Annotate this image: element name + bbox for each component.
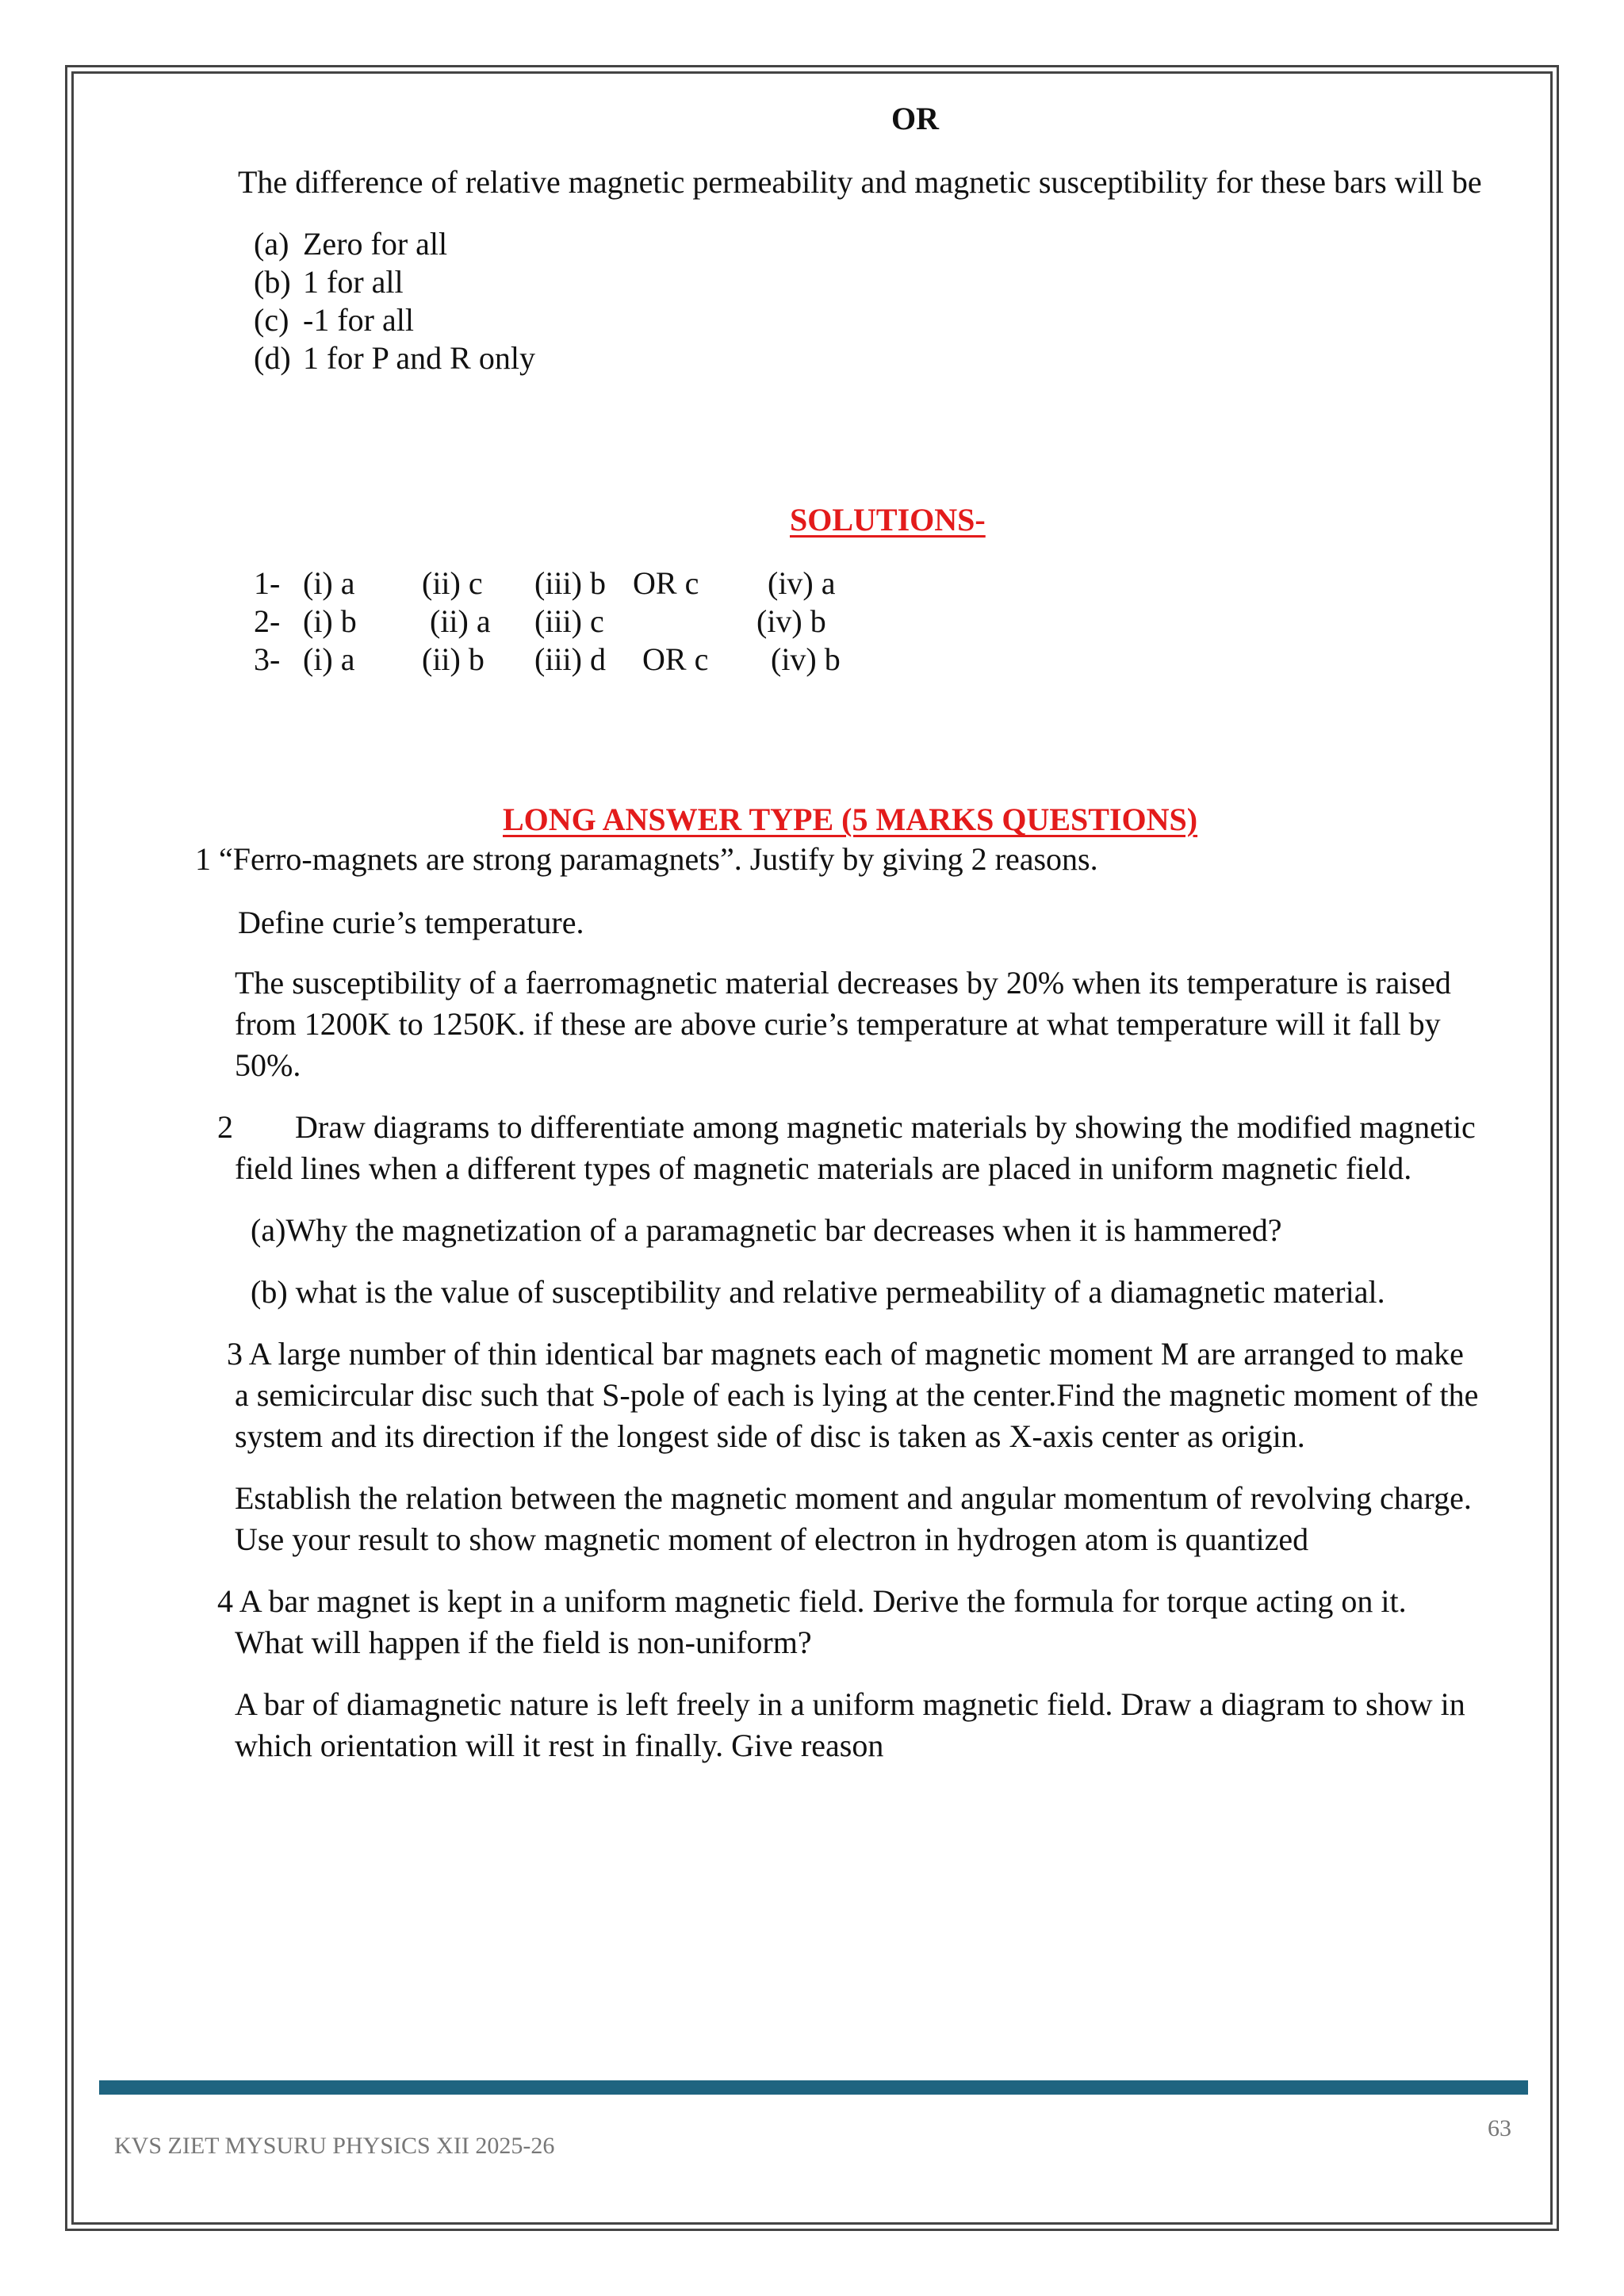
q4-line: What will happen if the field is non-uniform? [235,1624,812,1660]
solution-num: 1- [254,565,281,601]
or-question-text: The difference of relative magnetic permeability and magnetic susceptibility for these bars will be [238,164,1482,200]
q3-line: system and its direction if the longest side of disc is taken as X-axis center as origin. [235,1418,1305,1454]
solution-num: 2- [254,603,281,639]
q3-line: Establish the relation between the magnetic moment and angular momentum of revolving charge. [235,1480,1472,1516]
solution-row [0,563,1624,604]
q1-line: 1 “Ferro-magnets are strong paramagnets”. Justify by giving 2 reasons. [195,841,1098,877]
solution-i: (i) a [303,565,355,601]
option-label-b: (b) [254,264,291,300]
q1-line: from 1200K to 1250K. if these are above curie’s temperature at what temperature will it fall by [235,1006,1441,1042]
footer-left-text: KVS ZIET MYSURU PHYSICS XII 2025-26 [114,2133,555,2159]
option-label-d: (d) [254,340,291,376]
q1-line: The susceptibility of a faerromagnetic material decreases by 20% when its temperature is raised [235,965,1451,1001]
solution-ii: (ii) c [422,565,483,601]
solution-i: (i) b [303,603,357,639]
solution-or: OR c [642,641,709,677]
option-text-d: 1 for P and R only [303,340,535,376]
q3-line: a semicircular disc such that S-pole of each is lying at the center.Find the magnetic moment of the [235,1377,1479,1413]
solution-iv: (iv) b [771,641,841,677]
solution-ii: (ii) b [422,641,485,677]
q4-line: A bar of diamagnetic nature is left freely in a uniform magnetic field. Draw a diagram to show in [235,1686,1465,1722]
q3-line: Use your result to show magnetic moment of electron in hydrogen atom is quantized [235,1521,1309,1557]
option-text-b: 1 for all [303,264,404,300]
q4-line: 4 A bar magnet is kept in a uniform magnetic field. Derive the formula for torque acting on it. [217,1583,1407,1619]
option-label-c: (c) [254,302,289,338]
q2-line: field lines when a different types of magnetic materials are placed in uniform magnetic field. [235,1150,1412,1186]
solution-num: 3- [254,641,281,677]
q2-line: (b) what is the value of susceptibility and relative permeability of a diamagnetic material. [251,1274,1385,1310]
solution-iv: (iv) b [756,603,826,639]
solution-row [0,601,1624,642]
q1-line: Define curie’s temperature. [238,905,584,940]
solution-or: OR c [633,565,699,601]
solution-row [0,639,1624,680]
long-answer-heading: LONG ANSWER TYPE (5 MARKS QUESTIONS) [503,802,1198,837]
or-heading: OR [891,101,939,136]
q2-number: 2 [217,1109,233,1145]
option-text-c: -1 for all [303,302,414,338]
solution-iii: (iii) d [534,641,606,677]
solution-ii: (ii) a [430,603,491,639]
option-text-a: Zero for all [303,226,448,262]
footer-bar [99,2080,1528,2095]
solutions-heading: SOLUTIONS- [790,502,986,538]
q2-line: Draw diagrams to differentiate among magnetic materials by showing the modified magnetic [295,1109,1476,1145]
option-label-a: (a) [254,226,289,262]
q3-line: 3 A large number of thin identical bar magnets each of magnetic moment M are arranged to make [227,1336,1464,1372]
q4-line: which orientation will it rest in finally. Give reason [235,1728,884,1763]
solution-iv: (iv) a [768,565,836,601]
q2-line: (a)Why the magnetization of a paramagnetic bar decreases when it is hammered? [251,1212,1282,1248]
page-number: 63 [1488,2115,1511,2141]
solution-iii: (iii) c [534,603,604,639]
q1-line: 50%. [235,1047,301,1083]
solution-i: (i) a [303,641,355,677]
solution-iii: (iii) b [534,565,606,601]
